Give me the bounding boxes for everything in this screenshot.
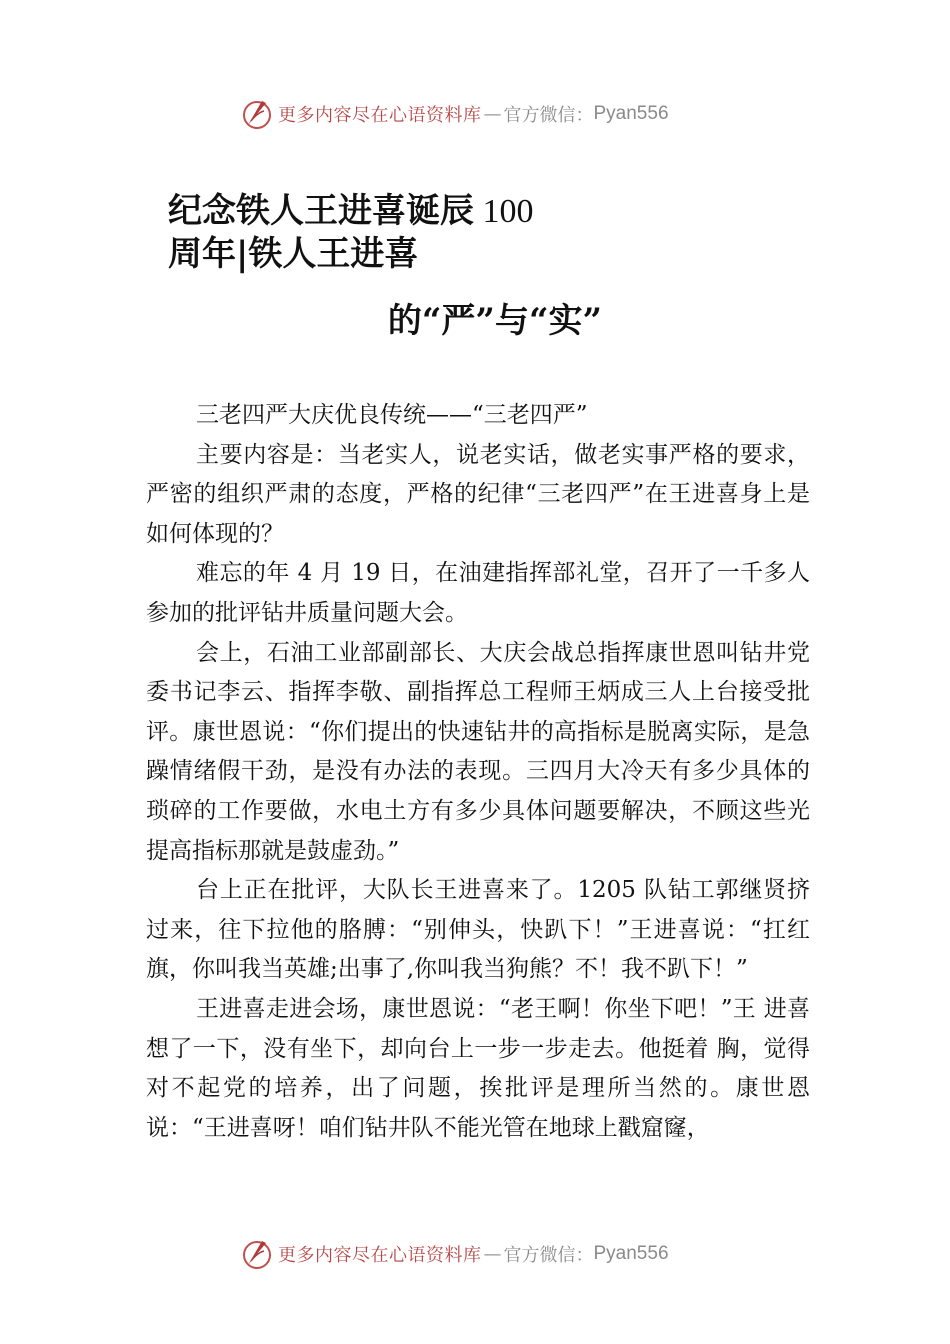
banner-separator: — <box>483 1243 502 1265</box>
document-subtitle: 的“严”与“实” <box>387 301 603 341</box>
document-title <box>168 190 534 275</box>
quill-logo-icon <box>240 97 274 131</box>
paragraph: 主要内容是：当老实人，说老实话，做老实事严格的要求，严密的组织严肃的态度，严格的纪律“三老四严”在王进喜身上是如何体现的？ <box>146 441 810 547</box>
title-line-1-number: 100 <box>474 193 534 230</box>
banner-wechat-id: Pyan556 <box>593 1243 669 1264</box>
header-banner <box>240 96 669 132</box>
footer-banner <box>240 1236 669 1272</box>
paragraph: 王进喜走进会场，康世恩说：“老王啊！你坐下吧！”王 进喜想了一下，没有坐下，却向台上一步一步走去。他挺着 胸，觉得对不起党的培养，出了问题，挨批评是理所当然的。康世恩说：“王进喜呀！咱们钻井队不能光管在地球上戳窟窿， <box>146 995 810 1141</box>
document-body <box>146 396 810 1148</box>
paragraph: 会上，石油工业部副部长、大庆会战总指挥康世恩叫钻井党委书记李云、指挥李敬、副指挥总工程师王炳成三人上台接受批评。康世恩说：“你们提出的快速钻井的高指标是脱离实际，是急躁情绪假干劲，是没有办法的表现。三四月大冷天有多少具体的琐碎的工作要做，水电土方有多少具体问题要解决，不顾这些光提高指标那就是鼓虚劲。” <box>146 639 810 864</box>
title-line-1-text: 纪念铁人王进喜诞辰 <box>168 191 474 231</box>
title-line-2: 周年|铁人王进喜 <box>168 234 419 274</box>
paragraph: 台上正在批评，大队长王进喜来了。1205 队钻工郭继贤挤过来，往下拉他的胳膊：“别伸头，快趴下！”王进喜说：“扛红旗，你叫我当英雄;出事了,你叫我当狗熊？不！我不趴下！” <box>146 877 810 983</box>
quill-logo-icon <box>240 1237 274 1271</box>
banner-main-text: 更多内容尽在心语资料库 <box>278 1245 482 1266</box>
title-line-1 <box>168 190 534 233</box>
banner-wechat-id: Pyan556 <box>593 103 669 124</box>
banner-main-text: 更多内容尽在心语资料库 <box>278 105 482 126</box>
paragraph: 难忘的年 4 月 19 日，在油建指挥部礼堂，召开了一千多人参加的批评钻井质量问题大会。 <box>146 560 810 626</box>
paragraph: 三老四严大庆优良传统——“三老四严” <box>196 402 588 428</box>
banner-separator: — <box>483 103 502 125</box>
banner-wechat-label: 官方微信： <box>503 1245 594 1266</box>
banner-wechat-label: 官方微信： <box>503 105 594 126</box>
